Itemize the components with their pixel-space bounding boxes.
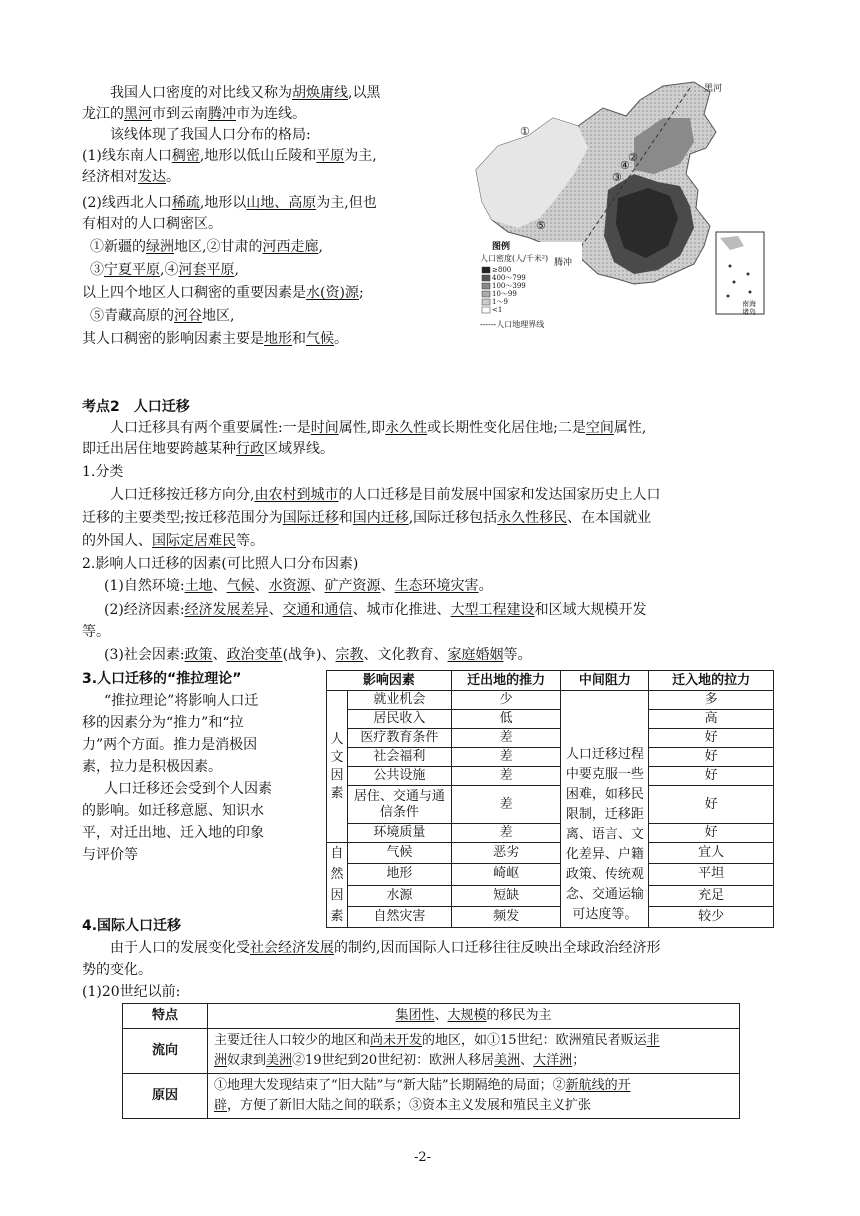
- pull-cell: 充足: [649, 885, 774, 906]
- map-marker-3: ③: [612, 171, 622, 184]
- map-marker-4: ④: [620, 159, 630, 172]
- factor-cell: 居民收入: [347, 710, 451, 729]
- pull-cell: 好: [649, 748, 774, 767]
- hu-line-text-9: ③宁夏平原,④河套平原,: [90, 262, 239, 278]
- reason-cell: ①地理大发现结束了“旧大陆”与“新大陆”长期隔绝的局面；②新航线的开 辟，方便了新旧大陆之间的联系；③资本主义发展和殖民主义扩张: [208, 1074, 740, 1119]
- intl-text-1: 由于人口的发展变化受社会经济发展的制约,因而国际人口迁移往往反映出全球政治经济形: [110, 940, 661, 956]
- push-cell: 崎岖: [451, 864, 561, 885]
- map-legend-item: 10～99: [492, 290, 517, 298]
- hu-line-text-5: 经济相对发达。: [82, 169, 180, 185]
- header-factor: 影响因素: [327, 671, 452, 691]
- factor-cell: 公共设施: [347, 767, 451, 786]
- explanation-line: 素，拉力是积极因素。: [82, 759, 222, 775]
- heading-classification: 1.分类: [82, 464, 124, 480]
- section-title: 考点2 人口迁移: [82, 399, 190, 415]
- hu-line-text-6: (2)线西北人口稀疏,地形以山地、高原为主,但也: [82, 195, 377, 211]
- pull-cell: 好: [649, 786, 774, 824]
- hu-line-text-11: ⑤青藏高原的河谷地区,: [90, 308, 235, 324]
- factor-social: (3)社会因素:政策、政治变革(战争)、宗教、文化教育、家庭婚姻等。: [104, 647, 532, 663]
- pull-cell: 高: [649, 710, 774, 729]
- map-label-heihe: 黑河: [704, 84, 723, 94]
- factor-cell: 就业机会: [347, 691, 451, 710]
- map-inset-label: 南海诸岛: [742, 300, 756, 316]
- kd2-intro-2: 即迁出居住地要跨越某种行政区域界线。: [82, 441, 334, 457]
- hu-line-text-7: 有相对的人口稠密区。: [82, 216, 222, 232]
- explanation-line: 人口迁移还会受到个人因素: [104, 781, 272, 797]
- map-label-tengchong: 腾冲: [554, 258, 573, 268]
- push-cell: 差: [451, 824, 561, 843]
- map-legend-item: 400～799: [492, 274, 526, 282]
- population-density-map: [458, 78, 780, 336]
- heading-international: 4.国际人口迁移: [82, 918, 182, 934]
- push-cell: 差: [451, 729, 561, 748]
- push-cell: 频发: [451, 906, 561, 927]
- heading-push-pull: 3.人口迁移的“推拉理论”: [82, 671, 242, 687]
- explanation-line: 力”两个方面。推力是消极因: [82, 737, 258, 753]
- map-legend-item: <1: [492, 306, 503, 314]
- map-legend-item: 100～399: [492, 282, 526, 290]
- map-legend-boundary: ------人口地理界线: [480, 320, 545, 329]
- direction-cell: 主要迁往人口较少的地区和尚未开发的地区，如①15世纪：欧洲殖民者贩运非 洲奴隶到美洲②19世纪到20世纪初：欧洲人移居美洲、大洋洲；: [208, 1029, 740, 1074]
- factor-cell: 医疗教育条件: [347, 729, 451, 748]
- pull-cell: 好: [649, 729, 774, 748]
- row-label-feature: 特点: [123, 1004, 208, 1029]
- push-cell: 短缺: [451, 885, 561, 906]
- intl-subheading: (1)20世纪以前:: [82, 984, 181, 1000]
- map-marker-2: ②: [628, 151, 638, 164]
- header-push: 迁出地的推力: [451, 671, 561, 691]
- map-legend-unit: 人口密度(人/千米²): [480, 254, 549, 263]
- push-cell: 恶劣: [451, 843, 561, 864]
- factor-cell: 气候: [347, 843, 451, 864]
- row-label-reason: 原因: [123, 1074, 208, 1119]
- classification-text-2: 迁移的主要类型;按迁移范围分为国际迁移和国内迁移,国际迁移包括永久性移民、在本国就业: [82, 510, 652, 526]
- push-pull-explanation: [82, 690, 324, 866]
- explanation-line: 的影响。如迁移意愿、知识水: [82, 803, 264, 819]
- explanation-line: “推拉理论”将影响人口迁: [104, 693, 259, 709]
- factor-cell: 地形: [347, 864, 451, 885]
- hu-line-text-3: 该线体现了我国人口分布的格局:: [110, 127, 311, 143]
- push-cell: 差: [451, 786, 561, 824]
- intl-text-2: 势的变化。: [82, 962, 152, 978]
- explanation-line: 移的因素分为“推力”和“拉: [82, 715, 244, 731]
- classification-text-1: 人口迁移按迁移方向分,由农村到城市的人口迁移是目前发展中国家和发达国家历史上人口: [110, 487, 661, 503]
- factor-natural: (1)自然环境:土地、气候、水资源、矿产资源、生态环境灾害。: [104, 578, 493, 594]
- hu-line-text-4: (1)线东南人口稠密,地形以低山丘陵和平原为主,: [82, 148, 377, 164]
- hu-line-text-10: 以上四个地区人口稠密的重要因素是水(资)源;: [82, 285, 364, 301]
- factor-cell: 居住、交通与通信条件: [347, 786, 451, 824]
- pull-cell: 好: [649, 767, 774, 786]
- factor-cell: 环境质量: [347, 824, 451, 843]
- group-natural: 自然因素: [327, 843, 348, 928]
- map-legend-title: 图例: [492, 242, 511, 252]
- explanation-line: 平，对迁出地、迁入地的印象: [82, 825, 264, 841]
- explanation-line: 与评价等: [82, 847, 138, 863]
- hu-line-text-8: ①新疆的绿洲地区,②甘肃的河西走廊,: [90, 239, 323, 255]
- pull-cell: 好: [649, 824, 774, 843]
- push-cell: 低: [451, 710, 561, 729]
- pull-cell: 多: [649, 691, 774, 710]
- pull-cell: 宜人: [649, 843, 774, 864]
- hu-line-text-12: 其人口稠密的影响因素主要是地形和气候。: [82, 331, 348, 347]
- group-human: 人文因素: [327, 691, 348, 843]
- map-legend-item: ≥800: [492, 266, 512, 274]
- header-pull: 迁入地的拉力: [649, 671, 774, 691]
- feature-cell: 集团性、大规模的移民为主: [208, 1004, 740, 1029]
- hu-line-text-1: 我国人口密度的对比线又称为胡焕庸线,以黑: [110, 85, 381, 101]
- factor-economic-1: (2)经济因素:经济发展差异、交通和通信、城市化推进、大型工程建设和区域大规模开发: [104, 602, 647, 618]
- factor-cell: 社会福利: [347, 748, 451, 767]
- hu-line-text-2: 龙江的黑河市到云南腾冲市为连线。: [82, 106, 306, 122]
- pre-20th-century-table: [122, 1003, 740, 1119]
- pull-cell: 平坦: [649, 864, 774, 885]
- pull-cell: 较少: [649, 906, 774, 927]
- map-legend-item: 1～9: [492, 298, 508, 306]
- factor-cell: 自然灾害: [347, 906, 451, 927]
- push-pull-table: [326, 670, 774, 928]
- classification-text-3: 的外国人、国际定居难民等。: [82, 533, 264, 549]
- map-marker-1: ①: [520, 125, 530, 138]
- heading-factors: 2.影响人口迁移的因素(可比照人口分布因素): [82, 556, 359, 572]
- push-cell: 差: [451, 767, 561, 786]
- header-resistance: 中间阻力: [561, 671, 649, 691]
- page-number: -2-: [414, 1150, 432, 1165]
- factor-economic-2: 等。: [82, 624, 110, 640]
- resistance-cell: 人口迁移过程中要克服一些困难，如移民限制，迁移距离、语言、文化差异、户籍政策、传统观念、交通运输可达度等。: [561, 691, 649, 928]
- map-marker-5: ⑤: [536, 219, 546, 232]
- kd2-intro-1: 人口迁移具有两个重要属性:一是时间属性,即永久性或长期性变化居住地;二是空间属性,: [110, 420, 647, 436]
- factor-cell: 水源: [347, 885, 451, 906]
- push-cell: 少: [451, 691, 561, 710]
- row-label-direction: 流向: [123, 1029, 208, 1074]
- push-cell: 差: [451, 748, 561, 767]
